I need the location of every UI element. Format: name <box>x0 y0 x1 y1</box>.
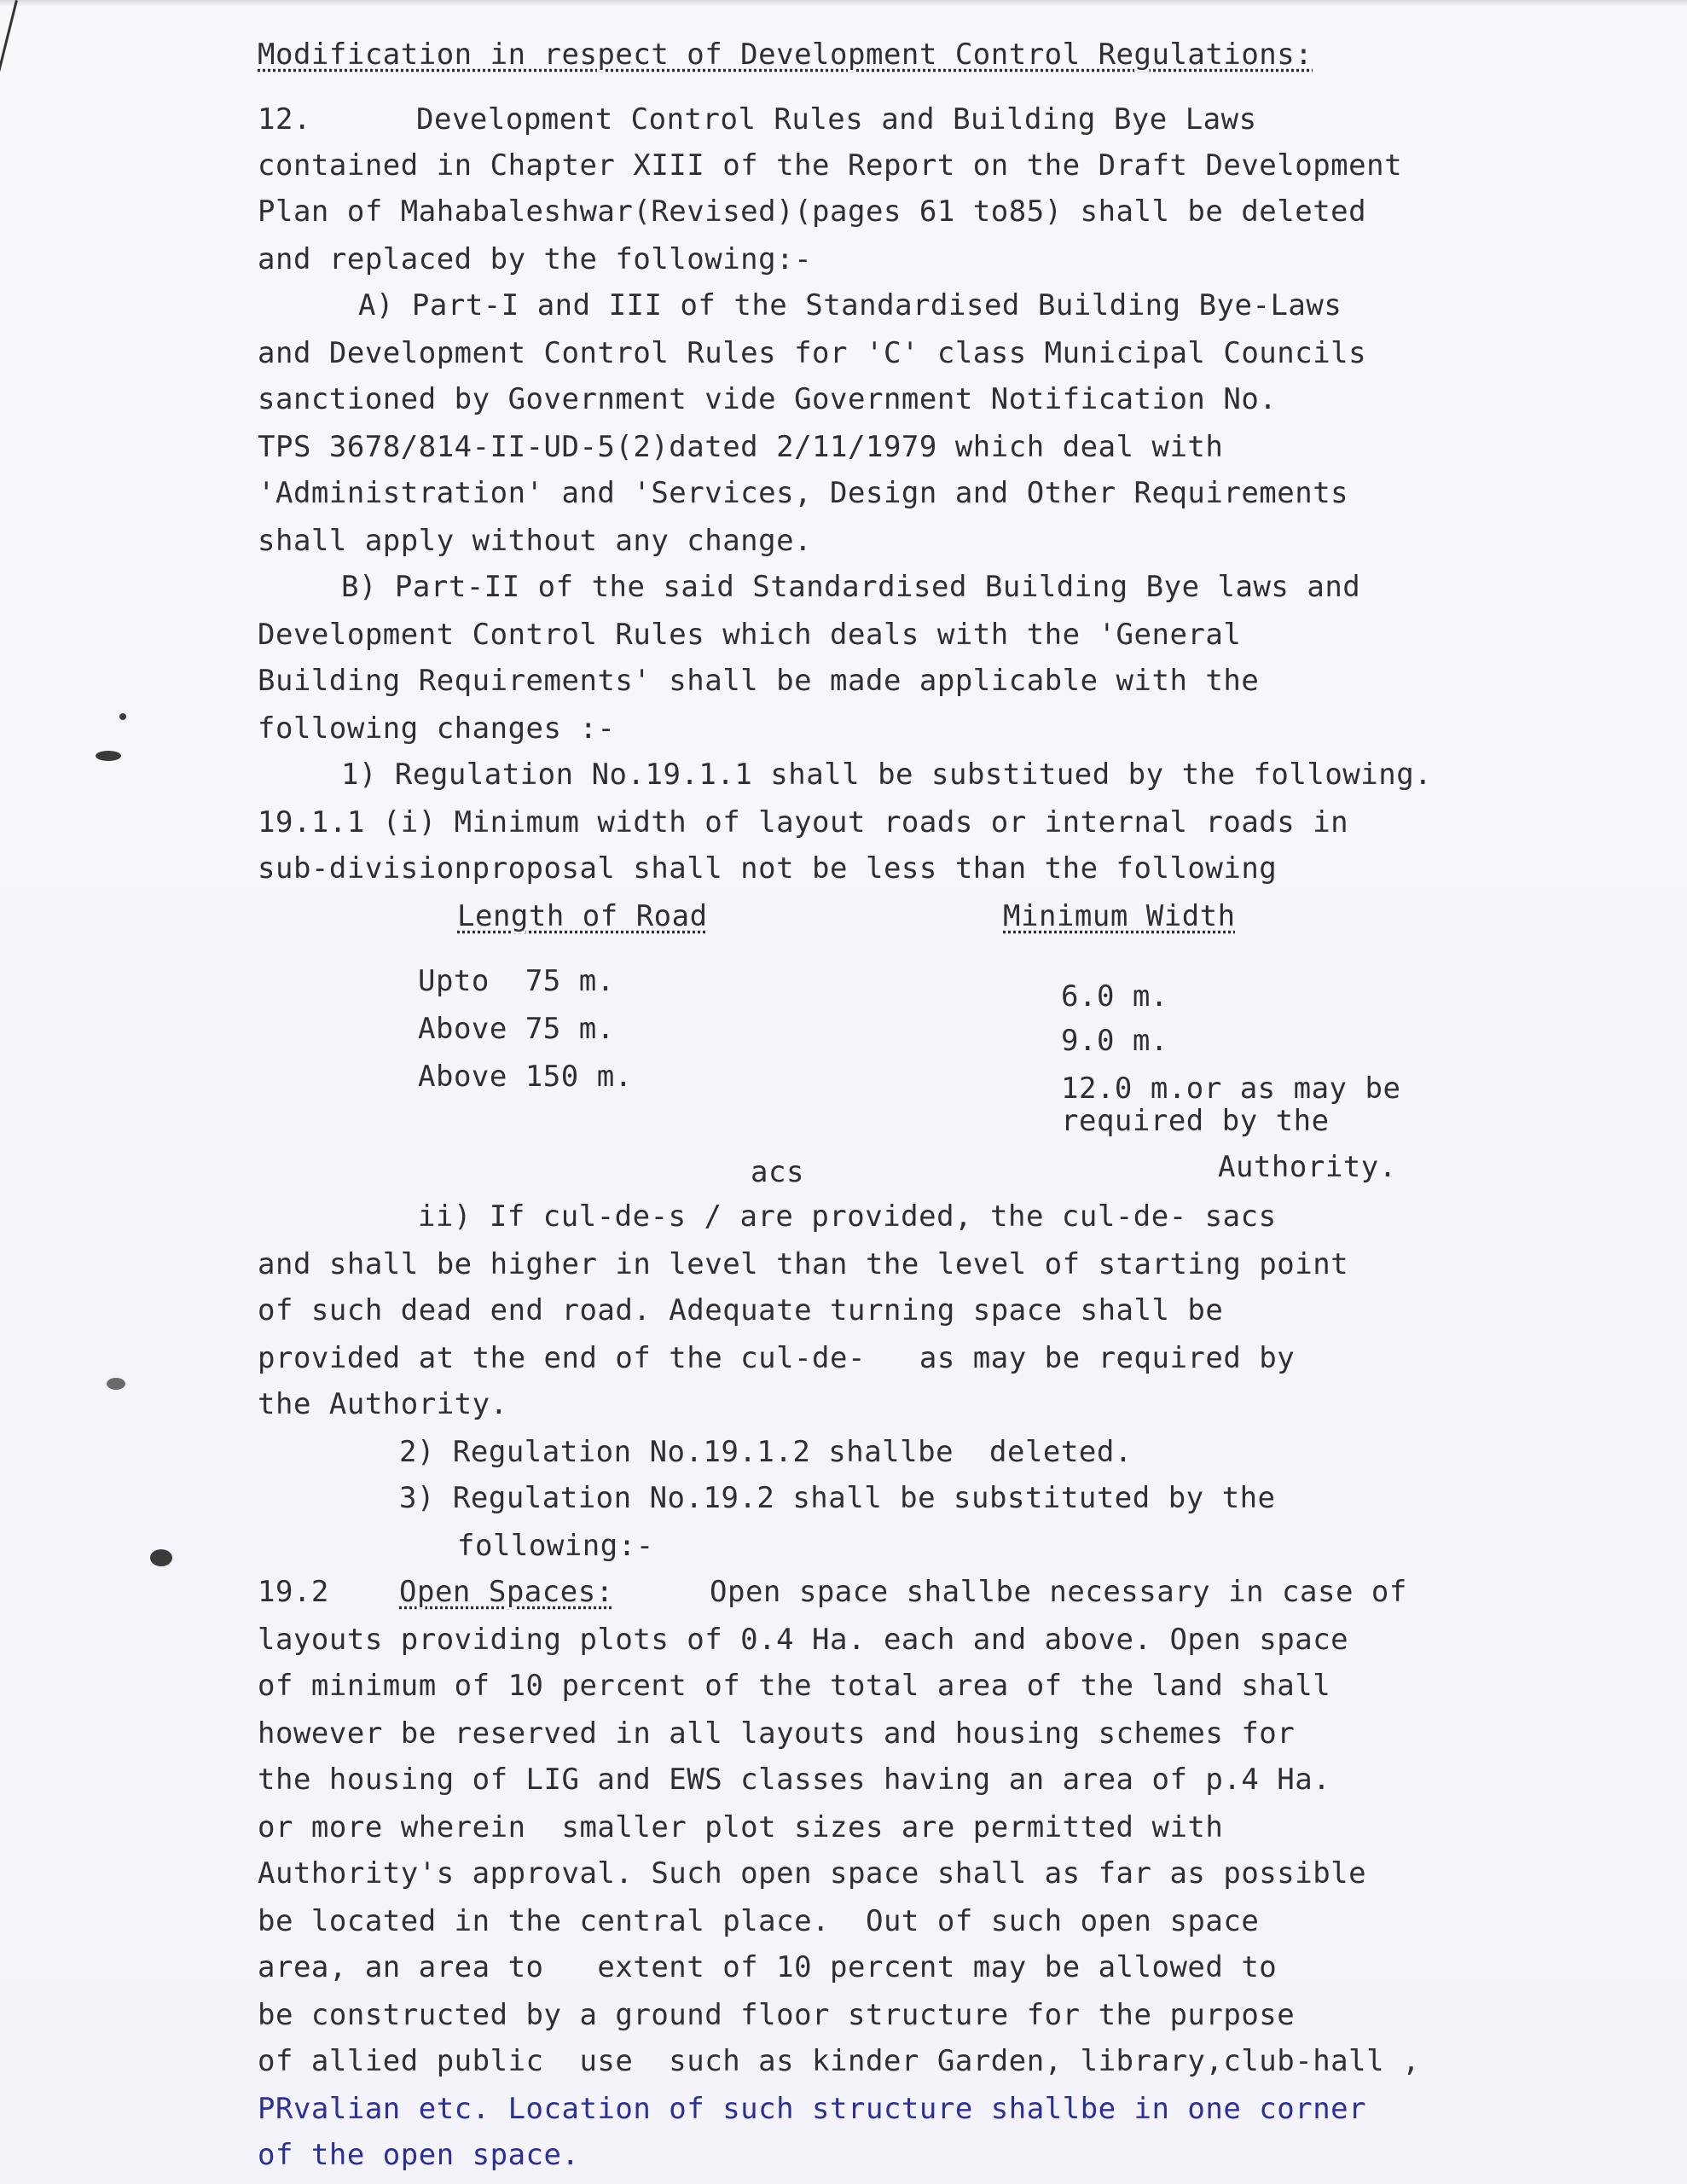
paragraph-12-line-1: Development Control Rules and Building Bye Laws <box>416 102 1257 136</box>
table-row-width: 6.0 m. <box>1061 979 1168 1014</box>
section-192-line-3: of minimum of 10 percent of the total area of the land shall <box>258 1669 1331 1703</box>
section-192-line-1: Open space shallbe necessary in case of <box>710 1575 1407 1609</box>
paragraph-12-line-2: contained in Chapter XIII of the Report on the Draft Development <box>258 148 1403 183</box>
clause-ii-line-2: and shall be higher in level than the level of starting point <box>258 1247 1349 1281</box>
paragraph-12-line-4: and replaced by the following:- <box>258 242 813 276</box>
clause-a-line-6: shall apply without any change. <box>258 524 813 558</box>
document-title: Modification in respect of Development Control Regulations: <box>258 38 1313 72</box>
table-row-length: Upto 75 m. <box>418 964 615 998</box>
regulation-3-line-1: 3) Regulation No.19.2 shall be substituted by the <box>399 1481 1276 1515</box>
clause-ii-line-5: the Authority. <box>258 1387 508 1421</box>
page-top-edge <box>0 0 1687 7</box>
regulation-1-line-3: sub-divisionproposal shall not be less than the following <box>258 851 1278 886</box>
clause-ii-line-4: provided at the end of the cul-de- as may be required by <box>258 1341 1296 1375</box>
section-192-line-11: of allied public use such as kinder Garden, library,club-hall , <box>258 2044 1421 2078</box>
regulation-1-line-1: 1) Regulation No.19.1.1 shall be substitued by the following. <box>341 758 1433 792</box>
table-header-width: Minimum Width <box>1003 899 1236 933</box>
paragraph-12-line-3: Plan of Mahabaleshwar(Revised)(pages 61 to85) shall be deleted <box>258 195 1367 229</box>
section-192-line-12: PRvalian etc. Location of such structure shallbe in one corner <box>258 2092 1367 2126</box>
clause-b-line-2: Development Control Rules which deals with the 'General <box>258 618 1242 652</box>
section-number: 19.2 <box>258 1575 329 1609</box>
regulation-2: 2) Regulation No.19.1.2 shallbe deleted. <box>399 1435 1133 1469</box>
clause-b-line-1: B) Part-II of the said Standardised Building Bye laws and <box>341 570 1361 604</box>
section-192-line-5: the housing of LIG and EWS classes having an area of p.4 Ha. <box>258 1763 1331 1797</box>
clause-a-line-1: A) Part-I and III of the Standardised Building Bye-Laws <box>358 288 1342 322</box>
section-192-line-8: be located in the central place. Out of such open space <box>258 1904 1260 1938</box>
clause-ii-line-3: of such dead end road. Adequate turning space shall be <box>258 1293 1224 1327</box>
regulation-3-line-2: following:- <box>457 1529 654 1563</box>
table-row-width: 9.0 m. <box>1061 1024 1168 1058</box>
table-row-length: Above 150 m. <box>418 1060 633 1094</box>
table-header-length: Length of Road <box>457 899 708 933</box>
section-192-line-13: of the open space. <box>258 2138 580 2172</box>
clause-a-line-4: TPS 3678/814-II-UD-5(2)dated 2/11/1979 which deal with <box>258 430 1224 464</box>
scan-speck <box>150 1549 172 1566</box>
table-row-width-continued: required by the <box>1061 1104 1330 1138</box>
section-192-line-7: Authority's approval. Such open space shall as far as possible <box>258 1856 1367 1891</box>
clause-b-line-3: Building Requirements' shall be made applicable with the <box>258 664 1260 698</box>
section-192-line-6: or more wherein smaller plot sizes are permitted with <box>258 1810 1224 1844</box>
section-heading: Open Spaces: <box>399 1575 614 1609</box>
table-row-width: 12.0 m.or as may be <box>1061 1072 1401 1106</box>
table-row-width-continued: Authority. <box>1218 1150 1397 1184</box>
section-192-line-10: be constructed by a ground floor structure for the purpose <box>258 1998 1296 2032</box>
page-fold-mark <box>0 0 18 142</box>
section-192-line-9: area, an area to extent of 10 percent may be allowed to <box>258 1950 1278 1984</box>
section-192-line-2: layouts providing plots of 0.4 Ha. each and above. Open space <box>258 1623 1349 1657</box>
clause-a-line-2: and Development Control Rules for 'C' class Municipal Councils <box>258 336 1367 370</box>
clause-ii-line-1: ii) If cul-de-s / are provided, the cul-de- sacs <box>418 1199 1277 1234</box>
paragraph-number: 12. <box>258 102 311 136</box>
marginal-text: acs <box>751 1155 804 1189</box>
scan-speck <box>119 713 126 720</box>
regulation-1-line-2: 19.1.1 (i) Minimum width of layout roads or internal roads in <box>258 805 1349 839</box>
scan-speck <box>96 751 121 761</box>
clause-a-line-5: 'Administration' and 'Services, Design and Other Requirements <box>258 476 1349 510</box>
section-192-line-4: however be reserved in all layouts and housing schemes for <box>258 1716 1296 1751</box>
clause-b-line-4: following changes :- <box>258 712 616 746</box>
clause-a-line-3: sanctioned by Government vide Government Notification No. <box>258 382 1278 416</box>
scan-speck <box>107 1378 125 1390</box>
table-row-length: Above 75 m. <box>418 1012 615 1046</box>
